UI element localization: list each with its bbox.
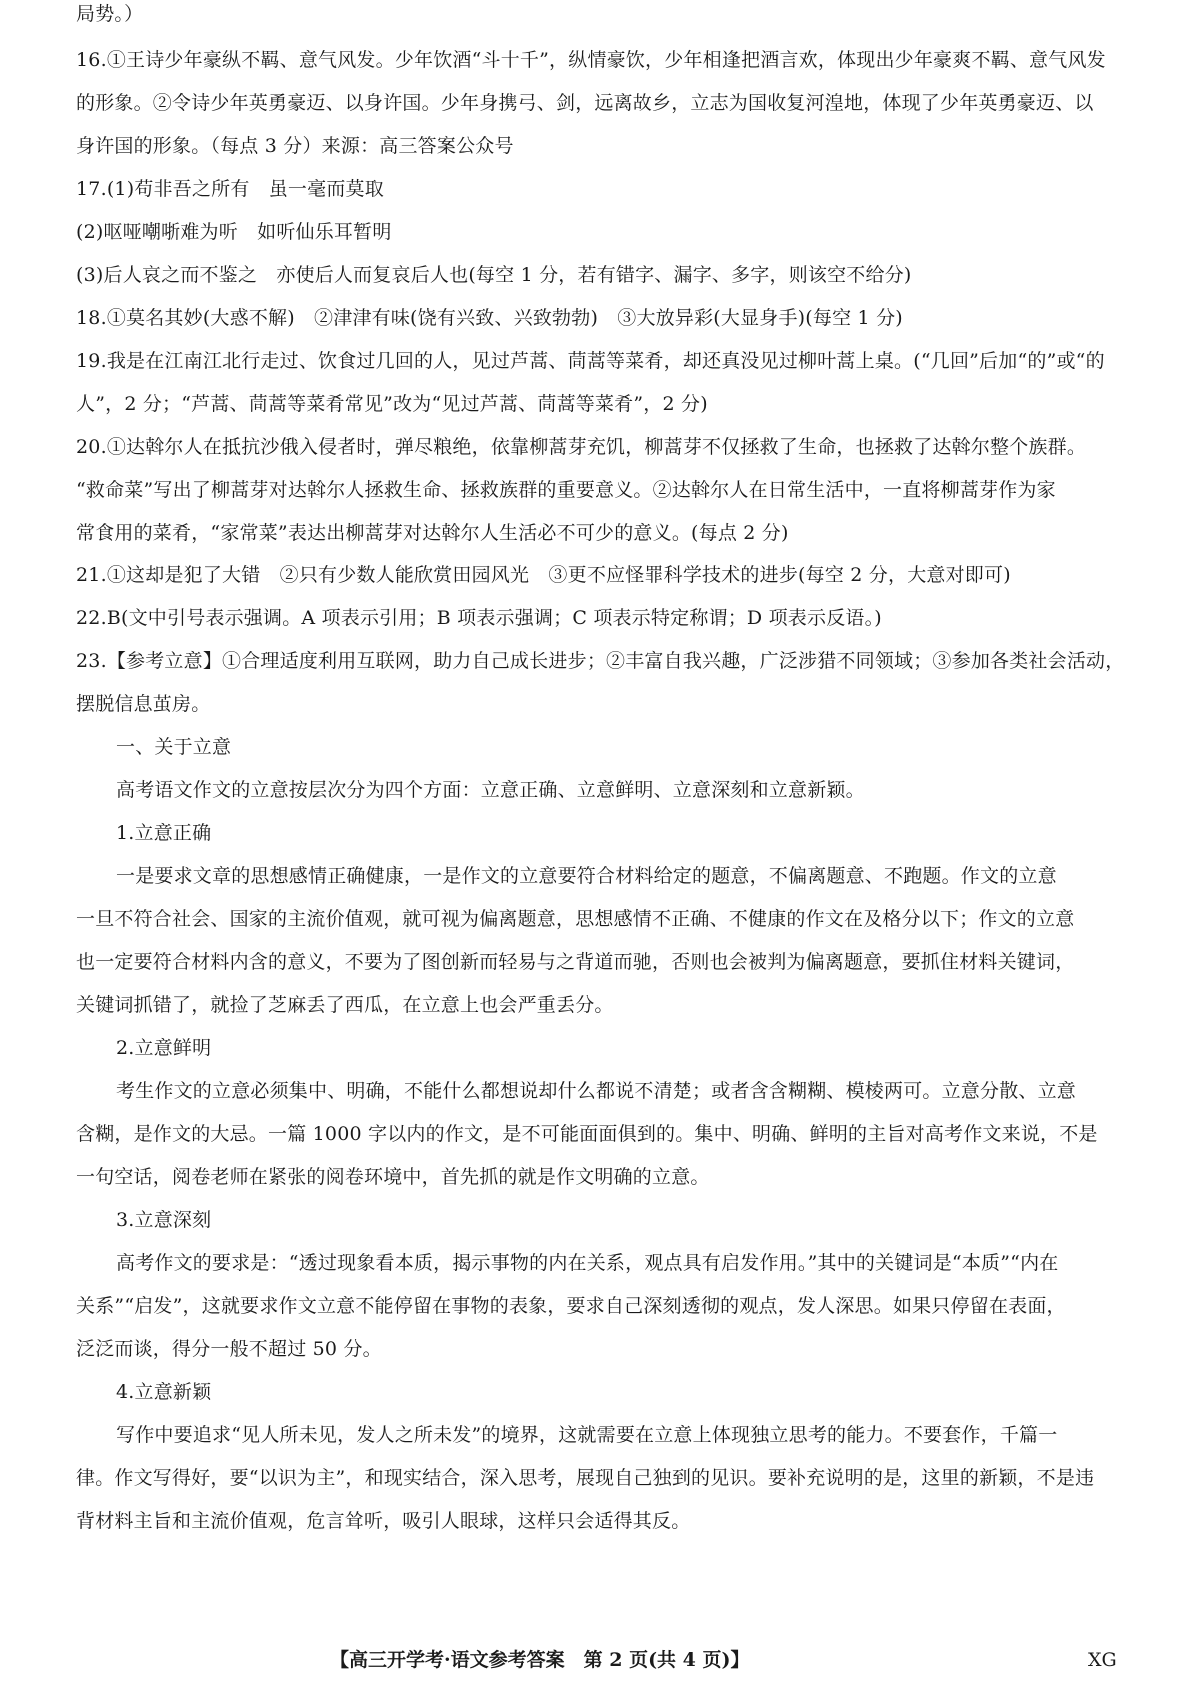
text-line: 含糊，是作文的大忌。一篇 1000 字以内的作文，是不可能面面俱到的。集中、明确、鲜明的主旨对高考作文来说，不是 — [76, 1123, 1098, 1145]
text-line: 20.①达斡尔人在抵抗沙俄入侵者时，弹尽粮绝，依靠柳蒿芽充饥，柳蒿芽不仅拯救了生命，也拯救了达斡尔整个族群。 — [76, 436, 1087, 458]
text-line: 18.①莫名其妙(大惑不解) ②津津有味(饶有兴致、兴致勃勃) ③大放异彩(大显身手)(每空 1 分) — [76, 307, 903, 329]
text-line: 背材料主旨和主流价值观，危言耸听，吸引人眼球，这样只会适得其反。 — [76, 1510, 691, 1532]
sub-heading: 4.立意新颖 — [116, 1381, 212, 1403]
text-line: 的形象。②令诗少年英勇豪迈、以身许国。少年身携弓、剑，远离故乡，立志为国收复河湟地，体现了少年英勇豪迈、以 — [76, 92, 1094, 114]
sub-heading: 3.立意深刻 — [116, 1209, 212, 1231]
text-line: 关键词抓错了，就捡了芝麻丢了西瓜，在立意上也会严重丢分。 — [76, 994, 614, 1016]
text-line: 摆脱信息茧房。 — [76, 693, 211, 715]
text-line: 也一定要符合材料内含的意义，不要为了图创新而轻易与之背道而驰，否则也会被判为偏离题意，要抓住材料关键词， — [76, 951, 1075, 973]
sub-heading: 2.立意鲜明 — [116, 1037, 212, 1059]
footer-code: XG — [1088, 1649, 1117, 1671]
section-heading: 一、关于立意 — [116, 736, 232, 758]
text-line: 高考作文的要求是：“透过现象看本质，揭示事物的内在关系，观点具有启发作用。”其中的关键词是“本质”“内在 — [116, 1252, 1059, 1274]
text-line: 常食用的菜肴，“家常菜”表达出柳蒿芽对达斡尔人生活必不可少的意义。(每点 2 分) — [76, 522, 789, 544]
text-line: 17.(1)苟非吾之所有 虽一毫而莫取 — [76, 178, 384, 200]
text-line: “救命菜”写出了柳蒿芽对达斡尔人拯救生命、拯救族群的重要意义。②达斡尔人在日常生活中，一直将柳蒿芽作为家 — [76, 479, 1056, 501]
page-footer: 【高三开学考·语文参考答案 第 2 页(共 4 页)】 — [330, 1649, 750, 1671]
text-line: 23.【参考立意】①合理适度利用互联网，助力自己成长进步；②丰富自我兴趣，广泛涉猎不同领域；③参加各类社会活动， — [76, 650, 1125, 672]
text-line: 写作中要追求“见人所未见，发人之所未发”的境界，这就需要在立意上体现独立思考的能力。不要套作，千篇一 — [116, 1424, 1058, 1446]
text-line: 律。作文写得好，要“以识为主”，和现实结合，深入思考，展现自己独到的见识。要补充说明的是，这里的新颖，不是违 — [76, 1467, 1095, 1489]
text-line: (3)后人哀之而不鉴之 亦使后人而复哀后人也(每空 1 分，若有错字、漏字、多字，则该空不给分) — [76, 264, 912, 286]
text-line: 16.①王诗少年豪纵不羁、意气风发。少年饮酒“斗十千”，纵情豪饮，少年相逢把酒言欢，体现出少年豪爽不羁、意气风发 — [76, 49, 1106, 71]
text-line: 一旦不符合社会、国家的主流价值观，就可视为偏离题意，思想感情不正确、不健康的作文在及格分以下；作文的立意 — [76, 908, 1075, 930]
text-line: 高考语文作文的立意按层次分为四个方面：立意正确、立意鲜明、立意深刻和立意新颖。 — [116, 779, 865, 801]
text-line: 一句空话，阅卷老师在紧张的阅卷环境中，首先抓的就是作文明确的立意。 — [76, 1166, 710, 1188]
text-line: (2)呕哑嘲哳难为听 如听仙乐耳暂明 — [76, 221, 392, 243]
text-line: 身许国的形象。（每点 3 分）来源：高三答案公众号 — [76, 135, 514, 157]
text-line: 人”，2 分；“芦蒿、茼蒿等菜肴常见”改为“见过芦蒿、茼蒿等菜肴”，2 分) — [76, 393, 708, 415]
text-line: 21.①这却是犯了大错 ②只有少数人能欣赏田园风光 ③更不应怪罪科学技术的进步(每空 2 分，大意对即可) — [76, 564, 1011, 586]
text-line: 22.B(文中引号表示强调。A 项表示引用；B 项表示强调；C 项表示特定称谓；D 项表示反语。) — [76, 607, 882, 629]
text-line: 关系”“启发”，这就要求作文立意不能停留在事物的表象，要求自己深刻透彻的观点，发人深思。如果只停留在表面， — [76, 1295, 1066, 1317]
sub-heading: 1.立意正确 — [116, 822, 212, 844]
text-line: 考生作文的立意必须集中、明确，不能什么都想说却什么都说不清楚；或者含含糊糊、模棱两可。立意分散、立意 — [116, 1080, 1077, 1102]
text-line: 一是要求文章的思想感情正确健康，一是作文的立意要符合材料给定的题意，不偏离题意、不跑题。作文的立意 — [116, 865, 1057, 887]
text-line: 泛泛而谈，得分一般不超过 50 分。 — [76, 1338, 382, 1360]
text-line: 19.我是在江南江北行走过、饮食过几回的人，见过芦蒿、茼蒿等菜肴，却还真没见过柳叶蒿上桌。(“几回”后加“的”或“的 — [76, 350, 1105, 372]
text-line: 局势。） — [76, 3, 144, 25]
